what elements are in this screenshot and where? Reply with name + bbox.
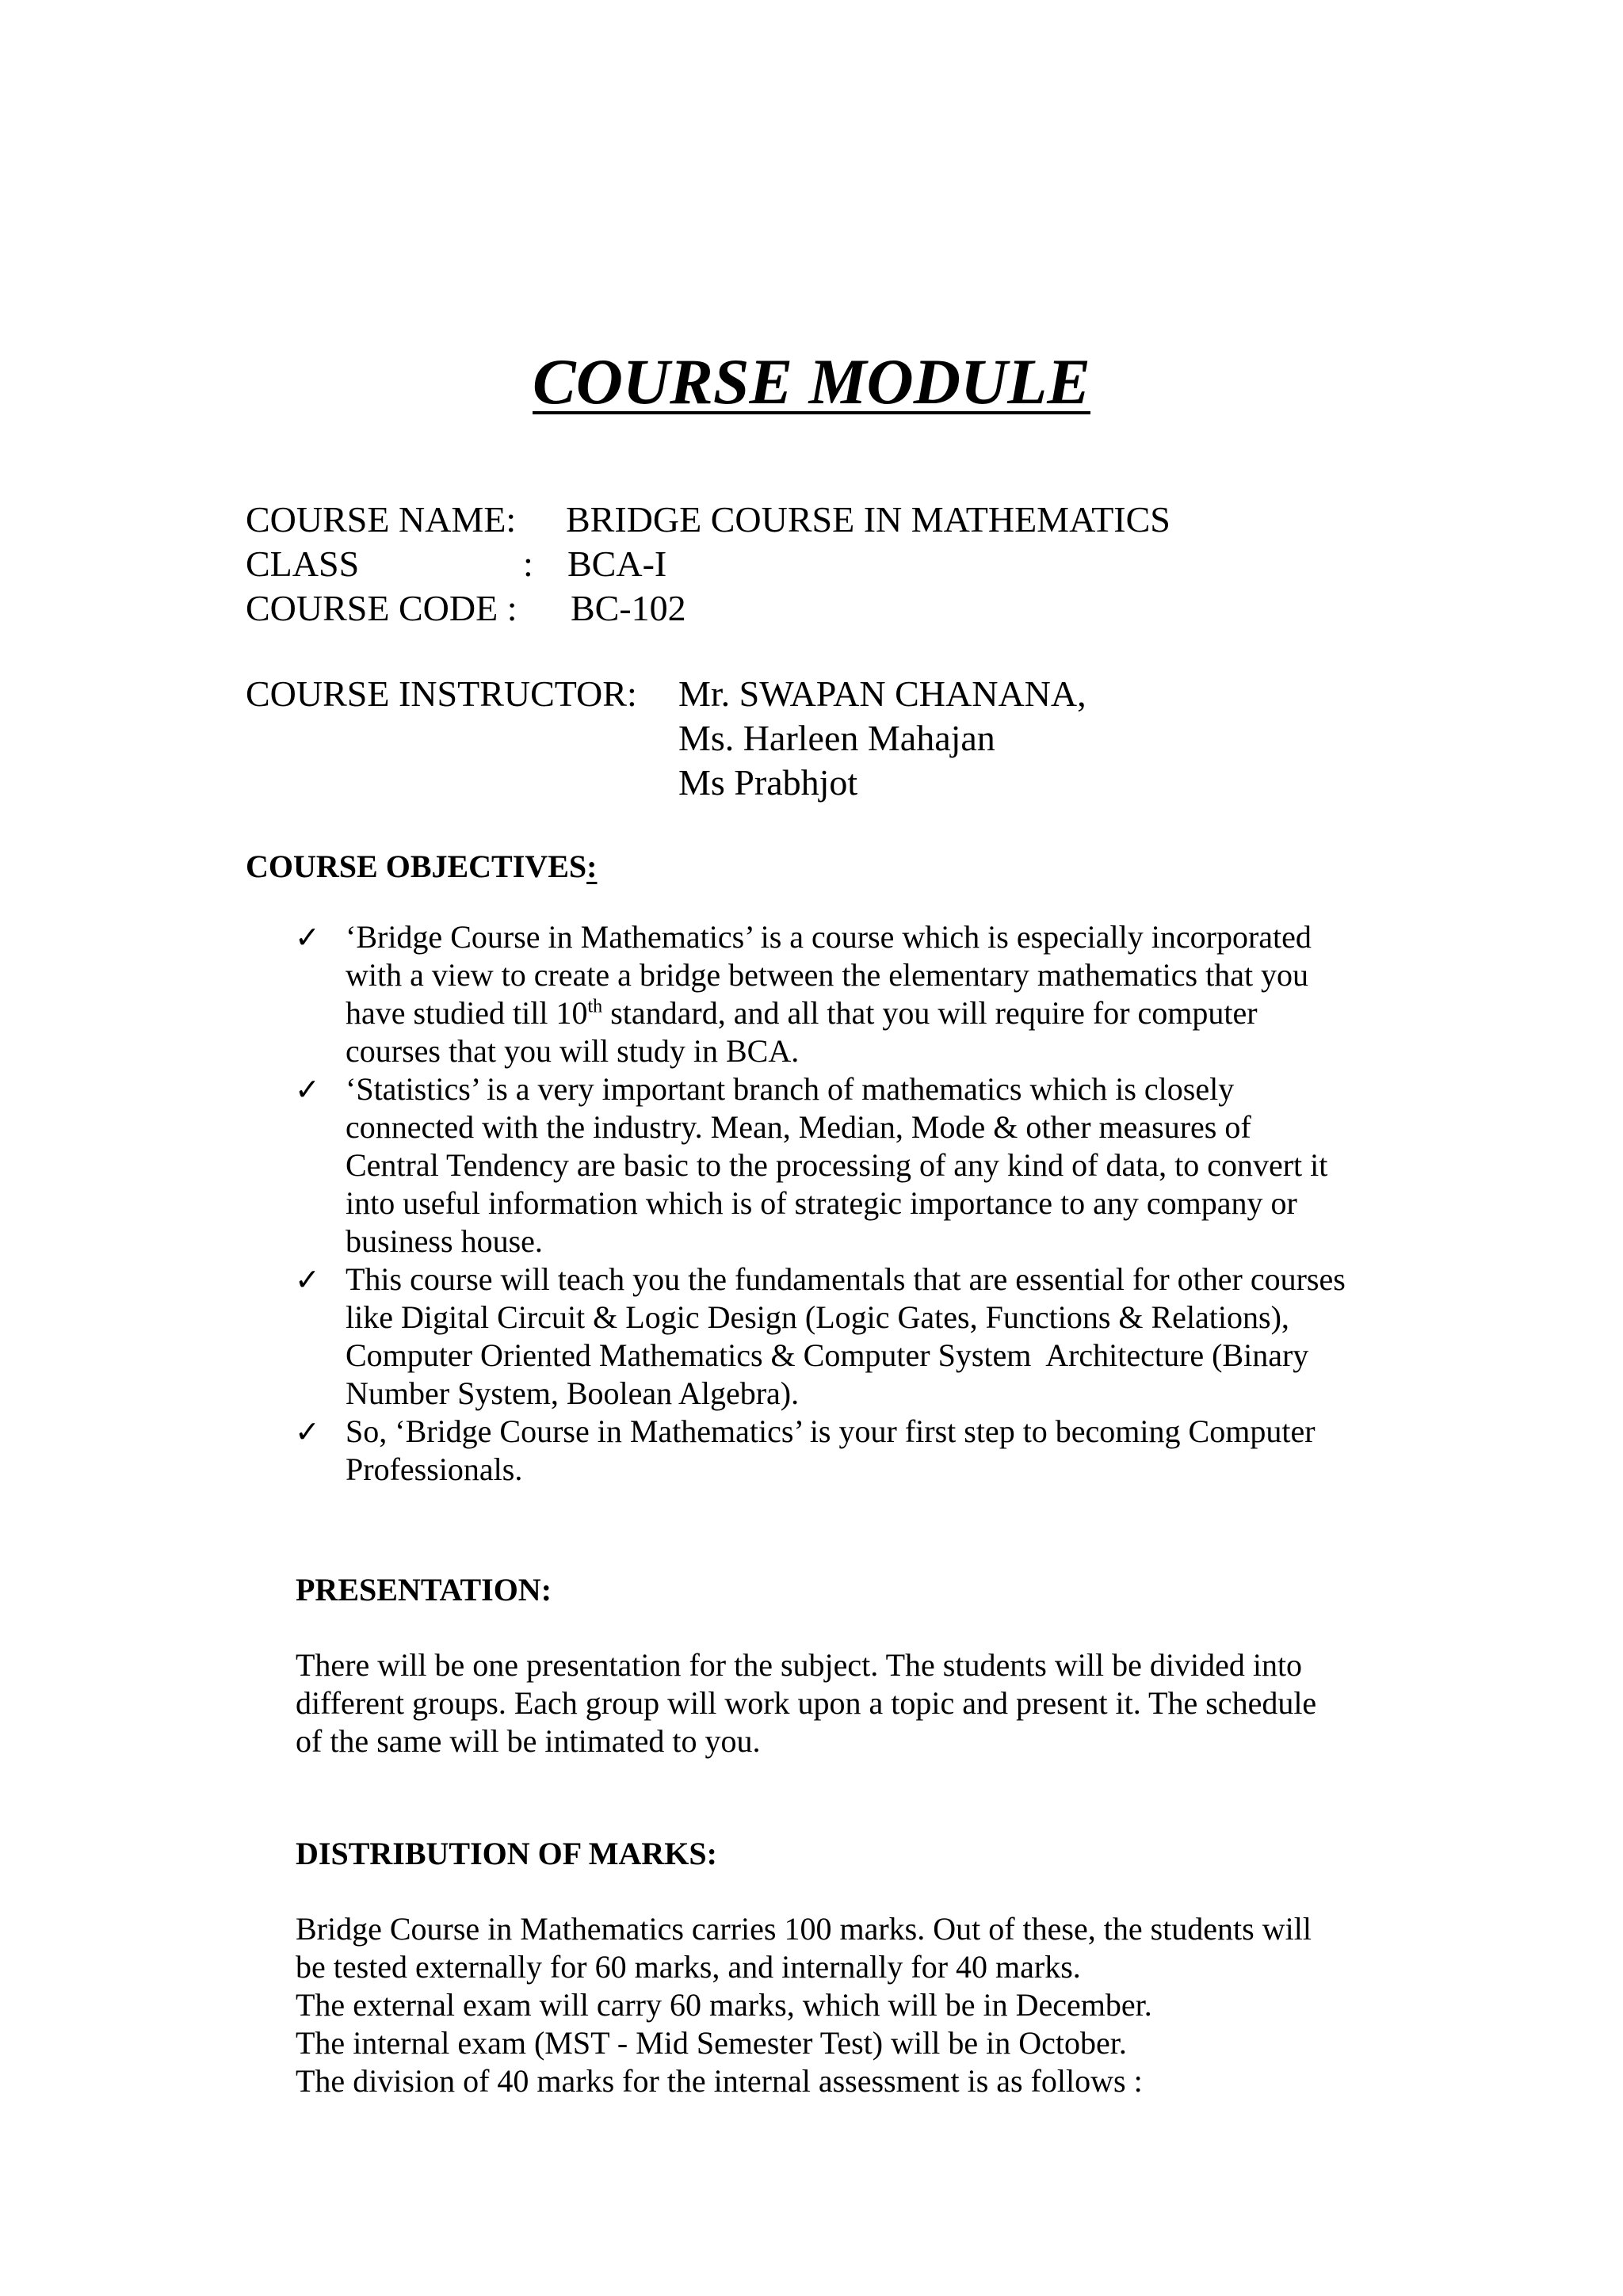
objectives-list [295, 918, 1404, 1489]
objective-line: connected with the industry. Mean, Median, Mode & other measures of [346, 1109, 1251, 1145]
class-label: CLASS [246, 543, 360, 584]
objectives-heading-colon: : [586, 849, 598, 884]
objective-line: Number System, Boolean Algebra). [346, 1375, 800, 1411]
list-item [295, 918, 1404, 1070]
check-icon: ✓ [295, 920, 320, 955]
objective-line [346, 994, 1404, 1032]
objective-line: with a view to create a bridge between the elementary mathematics that you [346, 957, 1309, 993]
instructor-name: Ms. Harleen Mahajan [678, 718, 995, 758]
objectives-heading-text: COURSE OBJECTIVES [246, 849, 587, 884]
paragraph-line: different groups. Each group will work upon a topic and present it. The schedule [296, 1685, 1317, 1721]
course-name-value: BRIDGE COURSE IN MATHEMATICS [566, 499, 1170, 540]
distribution-paragraph [296, 1910, 1312, 2100]
objective-line-text: standard, and all that you will require for computer [602, 995, 1258, 1031]
objective-line: ‘Bridge Course in Mathematics’ is a course which is especially incorporated [346, 919, 1312, 955]
objective-line: Professionals. [346, 1451, 523, 1487]
paragraph-line: Bridge Course in Mathematics carries 100 marks. Out of these, the students will [296, 1911, 1312, 1947]
objective-line: ‘Statistics’ is a very important branch of mathematics which is closely [346, 1071, 1235, 1107]
page-title: COURSE MODULE [533, 345, 1090, 418]
check-icon: ✓ [295, 1262, 320, 1297]
course-instructor-label: COURSE INSTRUCTOR: [246, 673, 637, 714]
class-colon: : [523, 543, 533, 584]
objective-line-text: have studied till 10 [346, 995, 588, 1031]
course-objectives-heading [246, 847, 597, 887]
check-icon: ✓ [295, 1414, 320, 1449]
class-value: BCA-I [567, 543, 667, 584]
paragraph-line: The external exam will carry 60 marks, which will be in December. [296, 1987, 1152, 2023]
objective-line: Central Tendency are basic to the processing of any kind of data, to convert it [346, 1147, 1328, 1183]
presentation-paragraph [296, 1646, 1316, 1760]
objective-line: like Digital Circuit & Logic Design (Logic Gates, Functions & Relations), [346, 1299, 1289, 1335]
instructor-name: Mr. SWAPAN CHANANA, [678, 673, 1086, 714]
objective-line: courses that you will study in BCA. [346, 1033, 800, 1069]
distribution-heading: DISTRIBUTION OF MARKS: [296, 1836, 717, 1871]
paragraph-line: The internal exam (MST - Mid Semester Test) will be in October. [296, 2025, 1127, 2061]
list-item [295, 1070, 1404, 1261]
paragraph-line: of the same will be intimated to you. [296, 1723, 761, 1759]
ordinal-suffix: th [587, 996, 603, 1017]
objective-line: This course will teach you the fundamentals that are essential for other courses [346, 1261, 1346, 1297]
objective-line: into useful information which is of strategic importance to any company or [346, 1185, 1297, 1221]
presentation-heading: PRESENTATION: [296, 1572, 552, 1608]
list-item [295, 1261, 1404, 1413]
paragraph-line: There will be one presentation for the subject. The students will be divided into [296, 1647, 1303, 1683]
course-name-label: COURSE NAME: [246, 499, 517, 540]
list-item [295, 1413, 1404, 1489]
paragraph-line: The division of 40 marks for the internal assessment is as follows : [296, 2063, 1143, 2099]
objective-line: business house. [346, 1223, 543, 1259]
course-code-label: COURSE CODE : [246, 588, 517, 628]
instructor-name: Ms Prabhjot [678, 762, 858, 803]
course-code-value: BC-102 [571, 588, 686, 628]
paragraph-line: be tested externally for 60 marks, and internally for 40 marks. [296, 1949, 1081, 1985]
objective-line: So, ‘Bridge Course in Mathematics’ is your first step to becoming Computer [346, 1413, 1316, 1449]
objective-line: Computer Oriented Mathematics & Computer System Architecture (Binary [346, 1337, 1309, 1373]
check-icon: ✓ [295, 1072, 320, 1107]
